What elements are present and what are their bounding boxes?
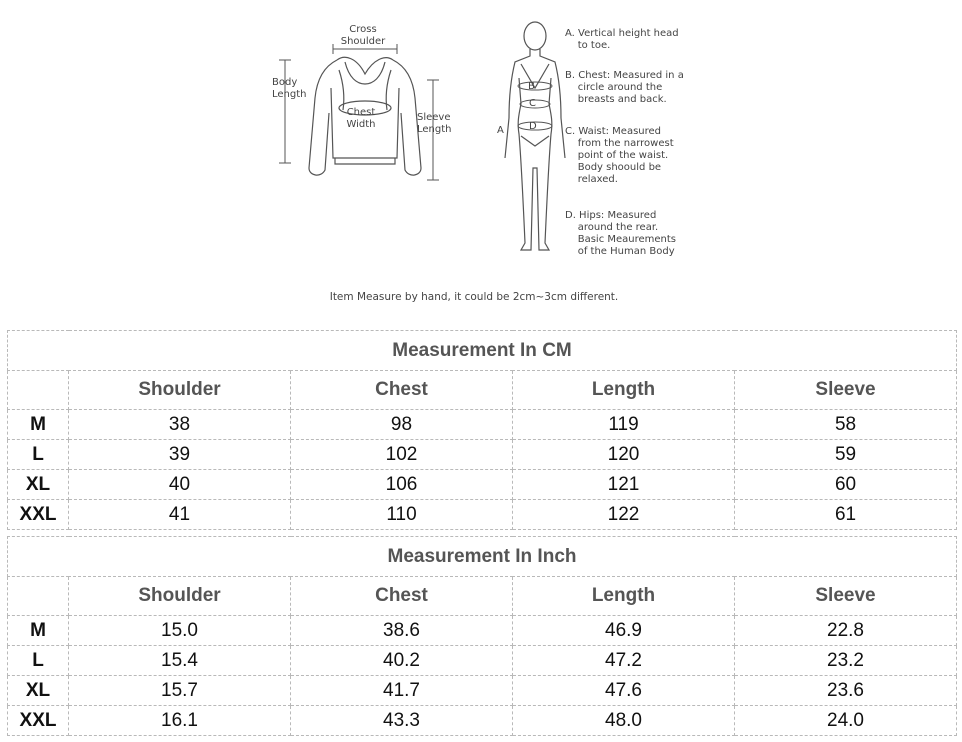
table-cell: 40.2 — [291, 646, 513, 676]
cross-shoulder-label: Cross Shoulder — [340, 24, 386, 47]
table-row — [8, 440, 957, 470]
header-cell: Chest — [291, 577, 513, 616]
table-cell: 15.7 — [69, 676, 291, 706]
table-cell: 47.6 — [513, 676, 735, 706]
table-cell: 60 — [735, 470, 957, 500]
note-d: D. Hips: Measured around the rear. Basic Meaurements of the Human Body — [565, 210, 677, 257]
table-cell: 106 — [291, 470, 513, 500]
header-cell: Sleeve — [735, 371, 957, 410]
table-cell: 102 — [291, 440, 513, 470]
table-cell: 119 — [513, 410, 735, 440]
header-cell: Sleeve — [735, 577, 957, 616]
measurement-illustration — [265, 18, 705, 280]
table-cell: 46.9 — [513, 616, 735, 646]
table-cell: 40 — [69, 470, 291, 500]
header-cell: Length — [513, 577, 735, 616]
size-cell: XXL — [8, 706, 69, 736]
size-cell: XL — [8, 676, 69, 706]
note-c: C. Waist: Measured from the narrowest point of the waist. Body shoould be relaxed. — [565, 126, 674, 185]
size-cell: L — [8, 440, 69, 470]
cm-header-row — [8, 371, 957, 410]
inch-size-table — [7, 536, 957, 736]
table-row — [8, 616, 957, 646]
table-cell: 110 — [291, 500, 513, 530]
note-a: A. Vertical height head to toe. — [565, 28, 679, 51]
marker-c: C — [529, 98, 536, 109]
table-cell: 24.0 — [735, 706, 957, 736]
inch-table-title: Measurement In Inch — [8, 537, 957, 577]
body-length-label: Body Length — [272, 77, 307, 100]
size-cell: M — [8, 410, 69, 440]
table-cell: 16.1 — [69, 706, 291, 736]
table-cell: 41 — [69, 500, 291, 530]
table-cell: 121 — [513, 470, 735, 500]
marker-b: B — [528, 81, 535, 92]
table-cell: 61 — [735, 500, 957, 530]
table-cell: 98 — [291, 410, 513, 440]
header-cell: Length — [513, 371, 735, 410]
table-row — [8, 706, 957, 736]
table-cell: 48.0 — [513, 706, 735, 736]
table-cell: 122 — [513, 500, 735, 530]
table-cell: 15.4 — [69, 646, 291, 676]
table-row — [8, 500, 957, 530]
size-cell: L — [8, 646, 69, 676]
table-cell: 41.7 — [291, 676, 513, 706]
measure-note: Item Measure by hand, it could be 2cm~3cm different. — [329, 291, 619, 303]
table-cell: 22.8 — [735, 616, 957, 646]
size-cell: XXL — [8, 500, 69, 530]
table-cell: 59 — [735, 440, 957, 470]
cm-table-title: Measurement In CM — [8, 331, 957, 371]
header-cell: Shoulder — [69, 577, 291, 616]
size-cell: M — [8, 616, 69, 646]
table-cell: 43.3 — [291, 706, 513, 736]
note-b: B. Chest: Measured in a circle around the breasts and back. — [565, 70, 684, 105]
table-cell: 15.0 — [69, 616, 291, 646]
header-cell: Chest — [291, 371, 513, 410]
header-cell — [8, 577, 69, 616]
table-cell: 58 — [735, 410, 957, 440]
header-cell: Shoulder — [69, 371, 291, 410]
sleeve-length-label: Sleeve Length — [417, 112, 452, 135]
marker-d: D — [529, 121, 537, 132]
table-cell: 38 — [69, 410, 291, 440]
table-cell: 23.2 — [735, 646, 957, 676]
marker-a: A — [497, 125, 504, 136]
cm-size-table — [7, 330, 957, 530]
table-row — [8, 470, 957, 500]
table-cell: 39 — [69, 440, 291, 470]
inch-header-row — [8, 577, 957, 616]
table-cell: 23.6 — [735, 676, 957, 706]
header-cell — [8, 371, 69, 410]
table-row — [8, 410, 957, 440]
size-cell: XL — [8, 470, 69, 500]
table-cell: 38.6 — [291, 616, 513, 646]
table-row — [8, 676, 957, 706]
table-cell: 47.2 — [513, 646, 735, 676]
table-cell: 120 — [513, 440, 735, 470]
chest-width-label: Chest Width — [346, 107, 376, 130]
table-row — [8, 646, 957, 676]
